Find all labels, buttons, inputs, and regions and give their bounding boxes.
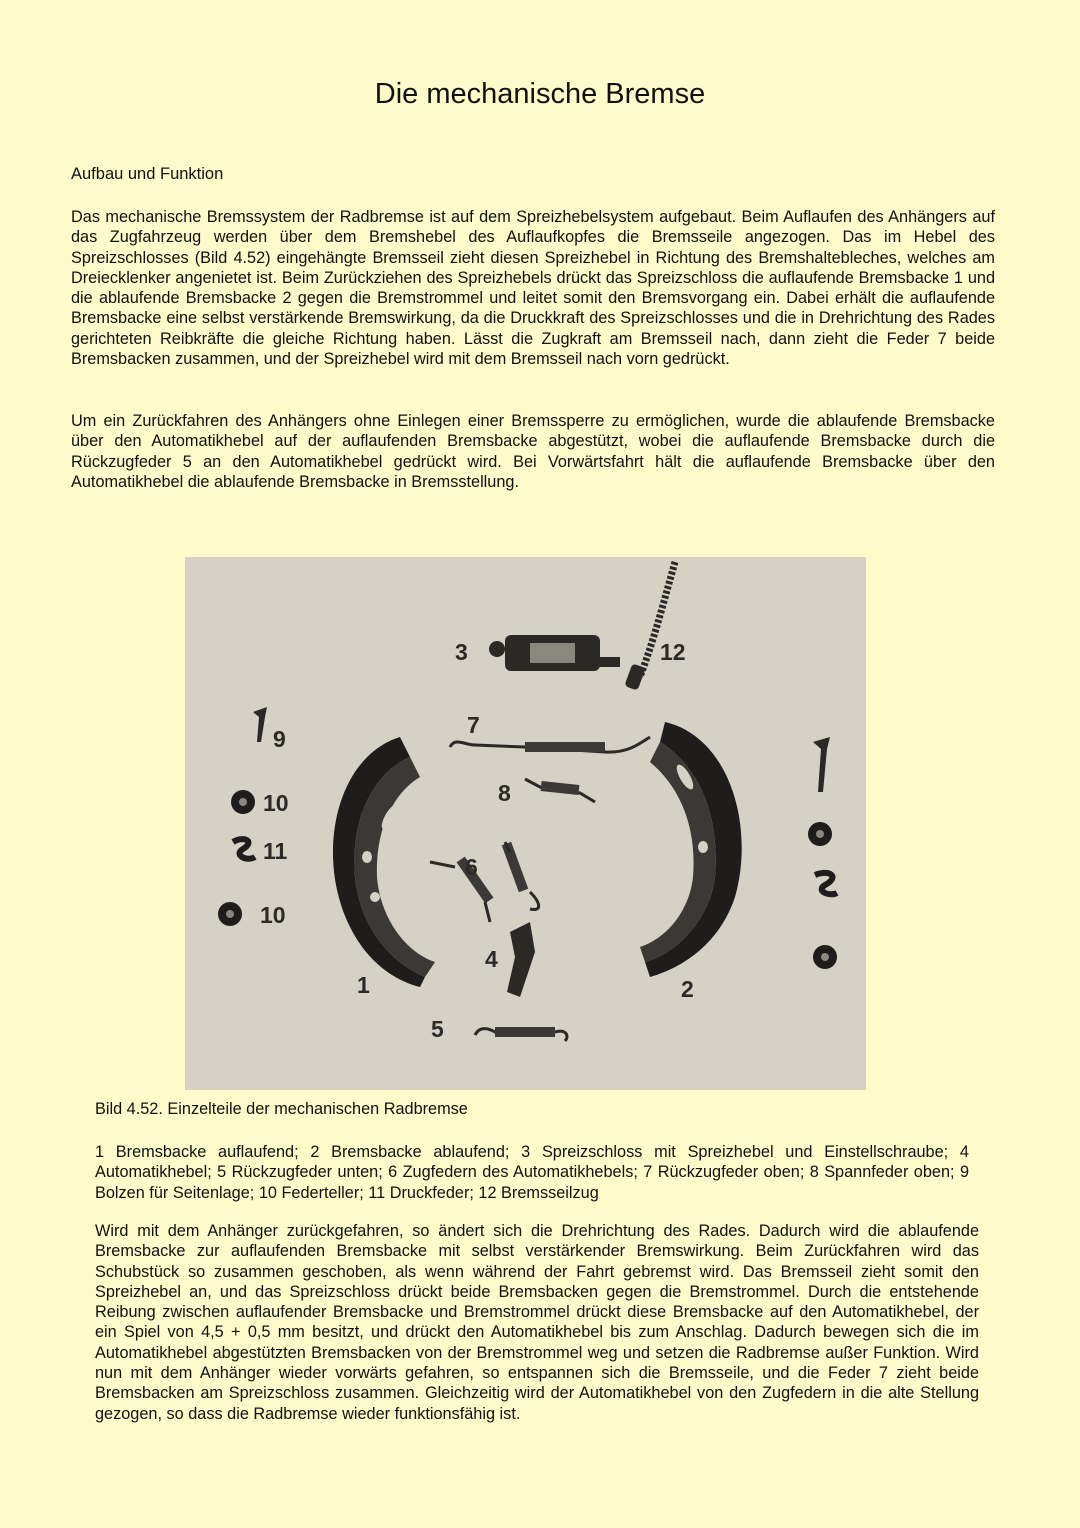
- label-10-bottom: 10: [260, 902, 286, 928]
- label-9: 9: [273, 726, 286, 752]
- label-4: 4: [485, 946, 498, 972]
- page-title: Die mechanische Bremse: [374, 78, 706, 110]
- paragraph-reversing-function: Wird mit dem Anhänger zurückgefahren, so ändert sich die Drehrichtung des Rades. Dadurch wird die ablaufende Bremsbacke zur auflaufenden Bremsbacke mit selbst verstärkender Bremswirkung. Beim Zurückfahren wird das Schubstück so zusammen geschoben, als wenn während der Fahrt gebremst wird. Das Bremsseil zieht somit den Spreizhebel an, und das Spreizschloss drückt beide Bremsbacken gegen die Bremstrommel. Durch die entstehende Reibung zwischen auflaufender Bremsbacke und Bremstrommel drückt diese Bremsbacke auf den Automatikhebel, der ein Spiel von 4,5 + 0,5 mm besitzt, und drückt den Automatikhebel bis zum Anschlag. Dadurch bewegen sich die im Automatikhebel abgestützten Bremsbacken von der Bremstrommel weg und setzen die Radbremse außer Funktion. Wird nun mit dem Anhänger wieder vorwärts gefahren, so entspannen sich die Bremsseile, und die Feder 7 zieht beide Bremsbacken am Spreizschloss zusammen. Gleichzeitig wird der Automatikhebel von den Zugfedern in die alte Stellung gezogen, so dass die Radbremse wieder funktionsfähig ist.: [95, 1222, 979, 1423]
- brake-shoe-right: [640, 722, 742, 977]
- brake-cable: [624, 562, 675, 691]
- label-6: 6: [465, 854, 478, 880]
- brake-shoe-left: [333, 737, 435, 987]
- brake-parts-figure: [185, 557, 866, 1090]
- label-1: 1: [357, 972, 370, 998]
- section-heading: Aufbau und Funktion: [71, 165, 224, 183]
- label-12: 12: [660, 639, 686, 665]
- label-10-top: 10: [263, 790, 289, 816]
- figure-legend: 1 Bremsbacke auflaufend; 2 Bremsbacke ablaufend; 3 Spreizschloss mit Spreizhebel und Einstellschraube; 4 Automatikhebel; 5 Rückzugfeder unten; 6 Zugfedern des Automatikhebels; 7 Rückzugfeder oben; 8 Spannfeder oben; 9 Bolzen für Seitenlage; 10 Federteller; 11 Druckfeder; 12 Bremsseilzug: [95, 1143, 969, 1202]
- paragraph-reverse: Um ein Zurückfahren des Anhängers ohne Einlegen einer Bremssperre zu ermöglichen, wurde die ablaufende Bremsbacke über den Automatikhebel auf der auflaufenden Bremsbacke abgestützt, wobei die auflaufende Bremsbacke durch die Rückzugfeder 5 an den Automatikhebel gedrückt wird. Bei Vorwärtsfahrt hält die auflaufende Bremsbacke über den Automatikhebel die ablaufende Bremsbacke in Bremsstellung.: [71, 412, 995, 491]
- spreader-lock: [489, 635, 620, 671]
- paragraph-intro: Das mechanische Bremssystem der Radbremse ist auf dem Spreizhebelsystem aufgebaut. Beim Auflaufen des Anhängers auf das Zugfahrzeug werden über dem Bremshebel des Auflaufkopfes die Bremsseile angezogen. Das im Hebel des Spreizschlosses (Bild 4.52) eingehängte Bremsseil zieht diesen Spreizhebel in Richtung des Bremshaltebleches, welches am Dreiecklenker angenietet ist. Beim Zurückziehen des Spreizhebels drückt das Spreizschloss die auflaufende Bremsbacke 1 und die ablaufende Bremsbacke 2 gegen die Bremstrommel und leitet somit den Bremsvorgang ein. Dabei erhält die auflaufende Bremsbacke eine selbst verstärkende Bremswirkung, da die Druckkraft des Spreizschlosses und die in Drehrichtung des Rades gerichteten Reibkräfte die gleiche Richtung haben. Lässt die Zugkraft am Bremsseil nach, dann zieht die Feder 7 beide Bremsbacken zusammen, und der Spreizhebel wird mit dem Bremsseil nach vorn gedrückt.: [71, 208, 995, 369]
- label-5: 5: [431, 1016, 444, 1042]
- label-2: 2: [681, 976, 694, 1002]
- label-3: 3: [455, 639, 468, 665]
- figure-caption: Bild 4.52. Einzelteile der mechanischen Radbremse: [95, 1100, 468, 1118]
- label-8: 8: [498, 780, 511, 806]
- brake-parts-illustration: [185, 557, 866, 1090]
- label-7: 7: [467, 712, 480, 738]
- label-11: 11: [263, 838, 288, 864]
